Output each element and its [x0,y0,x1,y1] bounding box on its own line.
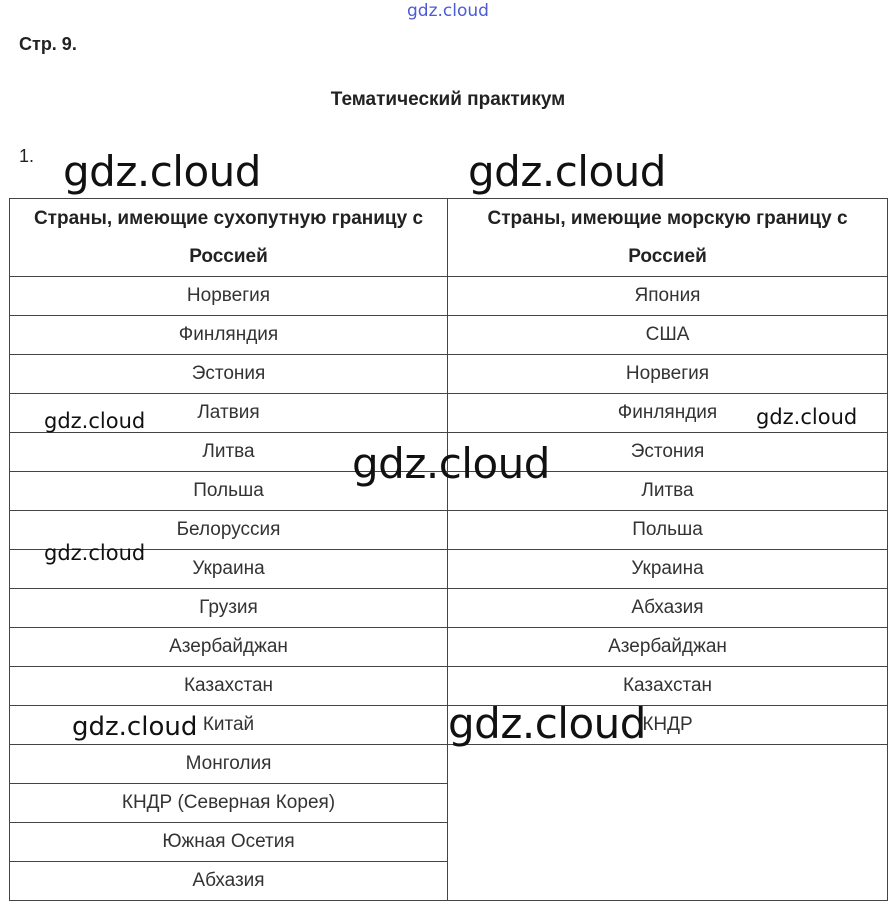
land-border-country: Грузия [10,589,448,628]
sea-border-country: Финляндия [448,394,888,433]
sea-border-country: США [448,316,888,355]
land-border-country: Латвия [10,394,448,433]
table-body [10,277,888,901]
land-border-country: Казахстан [10,667,448,706]
land-border-country: Украина [10,550,448,589]
table-row [10,628,888,667]
top-watermark: gdz.cloud [407,1,489,21]
table-header-row [10,199,888,277]
watermark: gdz.cloud [72,712,198,742]
land-border-country: Литва [10,433,448,472]
sea-border-country: Абхазия [448,589,888,628]
table-row [10,355,888,394]
task-number: 1. [19,146,35,166]
land-border-country: КНДР (Северная Корея) [10,784,448,823]
page-title: Тематический практикум [330,89,566,110]
sea-border-country: Литва [448,472,888,511]
watermark: gdz.cloud [44,409,146,433]
table-row [10,316,888,355]
header-land-border: Страны, имеющие сухопутную границу с Россией [10,199,448,277]
sea-border-country [448,745,888,901]
watermark: gdz.cloud [468,147,666,196]
watermark: gdz.cloud [448,699,646,748]
table-row [10,745,888,784]
land-border-country: Азербайджан [10,628,448,667]
header-sea-border: Страны, имеющие морскую границу с Россией [448,199,888,277]
watermark: gdz.cloud [756,405,858,429]
sea-border-country: Япония [448,277,888,316]
table-row [10,277,888,316]
sea-border-country: КНДР [448,706,888,745]
land-border-country: Эстония [10,355,448,394]
land-border-country: Китай [10,706,448,745]
land-border-country: Норвегия [10,277,448,316]
land-border-country: Белоруссия [10,511,448,550]
sea-border-country: Норвегия [448,355,888,394]
land-border-country: Южная Осетия [10,823,448,862]
watermark: gdz.cloud [352,439,550,488]
sea-border-country: Эстония [448,433,888,472]
page-label: Стр. 9. [19,34,77,54]
land-border-country: Абхазия [10,862,448,901]
sea-border-country: Азербайджан [448,628,888,667]
land-border-country: Финляндия [10,316,448,355]
table-row [10,589,888,628]
sea-border-country: Польша [448,511,888,550]
sea-border-country: Украина [448,550,888,589]
land-border-country: Монголия [10,745,448,784]
sea-border-country: Казахстан [448,667,888,706]
watermark: gdz.cloud [63,147,261,196]
land-border-country: Польша [10,472,448,511]
watermark: gdz.cloud [44,541,146,565]
